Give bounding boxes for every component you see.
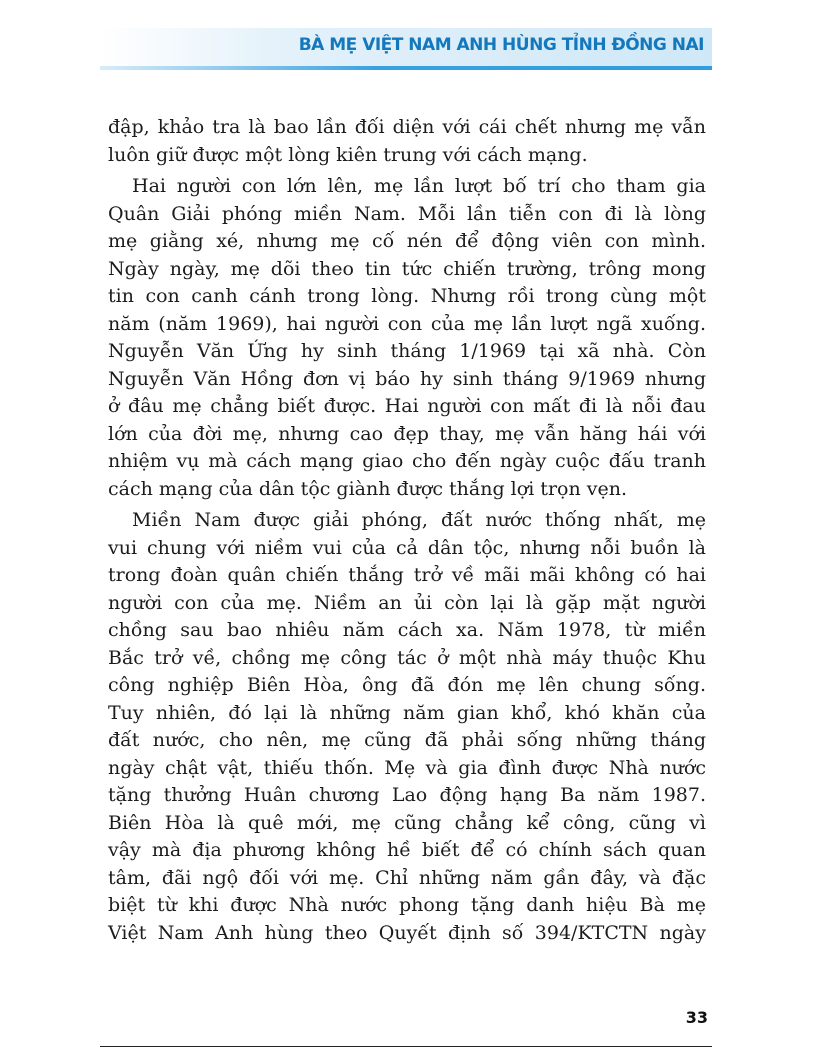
- text-line: Ngày ngày, mẹ dõi theo tin tức chiến trường, trông mong: [108, 257, 706, 280]
- running-header-title: BÀ MẸ VIỆT NAM ANH HÙNG TỈNH ĐỒNG NAI: [298, 35, 704, 55]
- text-line: năm (năm 1969), hai người con của mẹ lần lượt ngã xuống.: [108, 312, 706, 335]
- text-line: Miền Nam được giải phóng, đất nước thống nhất, mẹ: [132, 509, 706, 531]
- text-line: công nghiệp Biên Hòa, ông đã đón mẹ lên chung sống.: [108, 674, 706, 696]
- text-line: tin con canh cánh trong lòng. Nhưng rồi trong cùng một: [108, 285, 706, 307]
- page-body: [108, 114, 706, 947]
- text-line: Bắc trở về, chồng mẹ công tác ở một nhà máy thuộc Khu: [108, 646, 706, 669]
- footer-rule: [100, 1046, 712, 1047]
- text-line: biệt từ khi được Nhà nước phong tặng danh hiệu Bà mẹ: [108, 894, 706, 916]
- text-line: tâm, đãi ngộ đối với mẹ. Chỉ những năm gần đây, và đặc: [108, 866, 706, 889]
- text-line: Nguyễn Văn Ứng hy sinh tháng 1/1969 tại xã nhà. Còn: [108, 340, 706, 362]
- text-line: cách mạng của dân tộc giành được thắng lợi trọn vẹn.: [108, 477, 627, 500]
- text-line: đập, khảo tra là bao lần đối diện với cái chết nhưng mẹ vẫn: [108, 116, 706, 138]
- text-line: Quân Giải phóng miền Nam. Mỗi lần tiễn con đi là lòng: [108, 202, 706, 225]
- text-line: Hai người con lớn lên, mẹ lần lượt bố trí cho tham gia: [132, 175, 706, 197]
- text-line: lớn của đời mẹ, nhưng cao đẹp thay, mẹ vẫn hăng hái với: [108, 422, 706, 445]
- text-line: tặng thưởng Huân chương Lao động hạng Ba năm 1987.: [108, 784, 706, 806]
- text-line: Việt Nam Anh hùng theo Quyết định số 394/KTCTN ngày: [108, 921, 706, 944]
- text-line: nhiệm vụ mà cách mạng giao cho đến ngày cuộc đấu tranh: [108, 450, 706, 472]
- text-line: ngày chật vật, thiếu thốn. Mẹ và gia đình được Nhà nước: [108, 756, 706, 779]
- text-line: người con của mẹ. Niềm an ủi còn lại là gặp mặt người: [108, 591, 706, 614]
- text-line: trong đoàn quân chiến thắng trở về mãi mãi không có hai: [108, 564, 706, 586]
- text-line: đất nước, cho nên, mẹ cũng đã phải sống những tháng: [108, 729, 706, 751]
- text-line: luôn giữ được một lòng kiên trung với cách mạng.: [108, 143, 588, 166]
- text-line: ở đâu mẹ chẳng biết được. Hai người con mất đi là nỗi đau: [108, 395, 706, 417]
- text-line: mẹ giằng xé, nhưng mẹ cố nén để động viên con mình.: [108, 230, 706, 252]
- text-line: Biên Hòa là quê mới, mẹ cũng chẳng kể công, cũng vì: [108, 811, 706, 834]
- text-line: vui chung với niềm vui của cả dân tộc, nhưng nỗi buồn là: [108, 536, 706, 559]
- text-line: vậy mà địa phương không hề biết để có chính sách quan: [108, 839, 706, 861]
- running-header: [100, 28, 712, 66]
- text-line: Tuy nhiên, đó lại là những năm gian khổ, khó khăn của: [108, 701, 706, 724]
- page-number: 33: [685, 1008, 708, 1027]
- text-line: Nguyễn Văn Hồng đơn vị báo hy sinh tháng 9/1969 nhưng: [108, 367, 706, 390]
- text-line: chồng sau bao nhiêu năm cách xa. Năm 1978, từ miền: [108, 619, 706, 641]
